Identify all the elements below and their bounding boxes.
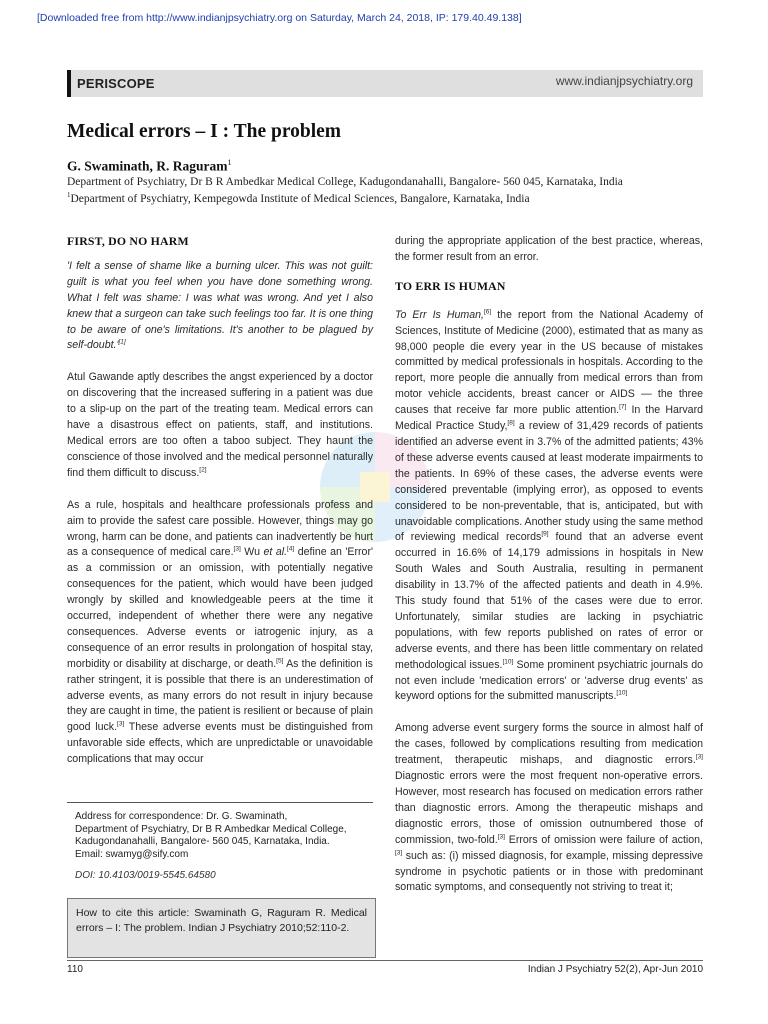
section-header-bar <box>67 70 703 97</box>
citation[interactable]: [6] <box>483 308 492 316</box>
citation[interactable]: [3] <box>233 545 241 553</box>
paragraph-text: As a rule, hospitals and healthcare professionals profess and aim to provide the safest care possible. However, things may go wrong, harm can be done, and patients can inadvertently be hurt as a consequence of medical care. <box>67 498 373 559</box>
section-heading-first-do-no-harm: FIRST, DO NO HARM <box>67 234 189 248</box>
quote-text: 'I felt a sense of shame like a burning ulcer. This was not guilt: guilt is what you feel when you have done something wrong. What I felt was shame: I was what was wrong. And yet I also knew that a surgeon can take such feelings too far. It is one thing to be aware of one's limitations. It's another to be plagued by self-doubt.' <box>67 259 373 352</box>
paragraph-text: Diagnostic errors were the most frequent non-operative errors. However, most research has focused on medication errors rather than diagnostic errors. Among the therapeutic mishaps and diagnostic errors, those of omission outnumbered those of commission, two-fold. <box>395 770 703 846</box>
paragraph-text: Errors of omission were failure of action, <box>504 833 703 846</box>
left-column <box>67 234 373 768</box>
paragraph-text: Among adverse event surgery forms the source in almost half of the cases, followed by complications resulting from medication treatment, therapeutic mishaps, and diagnostic errors. <box>395 722 703 767</box>
journal-citation: Indian J Psychiatry 52(2), Apr-Jun 2010 <box>527 964 703 975</box>
citation[interactable]: [4] <box>287 545 295 553</box>
download-notice: [Downloaded free from http://www.indianjpsychiatry.org on Saturday, March 24, 2018, IP: 179.40.49.138] <box>37 12 522 24</box>
section-label: PERISCOPE <box>77 76 155 91</box>
citation[interactable]: [8] <box>507 419 515 427</box>
paragraph-text: found that an adverse event occurred in 16.6% of 14,179 admissions in hospitals in New South Wales and South Australia, resulting in permanent disability in 13.7% of the affected patients and death in 4.9%. This study found that 51% of the cases were due to error. Unfortunately, similar studies are lacking in psychiatric populations, with few reports published on rates of error or adverse events, and there has been little commentary on related methodological issues. <box>395 531 703 671</box>
body-paragraph: during the appropriate application of the best practice, whereas, the former result from an error. <box>395 235 703 263</box>
section-heading-to-err-is-human: TO ERR IS HUMAN <box>395 278 506 293</box>
paragraph-text: such as: (i) missed diagnosis, for example, missing depressive syndrome in psychotic patients or in those with predominant somatic symptoms, and consequently not striving to treat it; <box>395 849 703 894</box>
body-paragraph <box>395 721 703 896</box>
section-marker <box>67 70 71 97</box>
correspondence-line: Kadugondanahalli, Bangalore- 560 045, Karnataka, India. <box>75 836 330 847</box>
affiliation-1: Department of Psychiatry, Dr B R Ambedkar Medical College, Kadugondanahalli, Bangalore- 560 045, Karnataka, India <box>67 176 623 188</box>
author-list <box>67 158 232 175</box>
paragraph-text: a review of 31,429 records of patients identified an adverse event in 3.7% of the admitted patients; 43% of these adverse events caused at least moderate impairments to the patients. In 69% of these cases, the adverse events were considered preventable (implying error), as opposed to events considered to be non-preventable, that is, anticipated, but with unavoidable complications. Another study using the same method of reviewing medical records <box>395 420 703 544</box>
body-paragraph <box>395 308 703 706</box>
article-title: Medical errors – I : The problem <box>67 121 342 142</box>
correspondence-line: Address for correspondence: Dr. G. Swaminath, <box>75 811 288 822</box>
author-affiliation-mark: 1 <box>227 158 232 167</box>
citation[interactable]: [5] <box>276 657 284 665</box>
footer-rule <box>67 960 703 961</box>
right-column <box>395 234 703 896</box>
affiliation-2-text: Department of Psychiatry, Kempegowda Institute of Medical Sciences, Bangalore, Karnataka, India <box>70 192 530 205</box>
citation[interactable]: [3] <box>695 753 703 761</box>
citation[interactable]: [9] <box>541 530 549 538</box>
authors-text: G. Swaminath, R. Raguram <box>67 158 228 174</box>
paragraph-text: Atul Gawande aptly describes the angst experienced by a doctor on discovering that the increased suffering in a patient was due to a slip-up on the part of the treating team. Medical errors can have a disastrous effect on patients, staff, and institutions. Medical errors are too often a taboo subject. They haunt the conscience of those involved and the medical personnel naturally find them difficult to discuss. <box>67 371 373 479</box>
doi[interactable]: DOI: 10.4103/0019-5545.64580 <box>75 870 216 881</box>
citation[interactable]: [7] <box>619 403 627 411</box>
paragraph-text: In the Harvard Medical Practice Study, <box>395 404 703 433</box>
correspondence-line: Department of Psychiatry, Dr B R Ambedkar Medical College, <box>75 823 347 835</box>
affiliation-2 <box>67 191 530 205</box>
paragraph-text: As the definition is rather stringent, it is possible that there is an underestimation of adverse events, as many errors do not result in injury because they are caught in time, the patient is resilient or because of plain good luck. <box>67 657 373 734</box>
citation[interactable]: [3] <box>117 720 125 728</box>
journal-url[interactable]: www.indianjpsychiatry.org <box>555 74 693 88</box>
et-al: et al. <box>263 546 288 559</box>
affiliation-2-mark: 1 <box>67 191 71 199</box>
citation[interactable]: [3] <box>395 849 403 857</box>
citation[interactable]: [3] <box>497 833 505 841</box>
page-number: 110 <box>67 964 83 975</box>
correspondence-box <box>67 802 373 861</box>
citation[interactable]: [10] <box>616 689 628 697</box>
citation[interactable]: [10] <box>502 658 514 666</box>
correspondence-email[interactable]: Email: swamyg@sify.com <box>75 848 189 860</box>
citation[interactable]: [1] <box>118 338 126 346</box>
paragraph-text: the report from the National Academy of Sciences, Institute of Medicine (2000), estimated that as many as 98,000 people die every year in the US because of mistakes committed by medical professionals in hospitals. According to the report, more people die annually from medical errors than from motor vehicle accidents, breast cancer or AIDS — the three causes that receive far more public attention. <box>395 308 703 417</box>
gawande-quote <box>67 259 373 354</box>
paragraph-text: Some prominent psychiatric journals do not even include 'medication errors' or 'adverse drug events' as keyword options for the submitted manuscripts. <box>395 658 703 703</box>
report-title: To Err Is Human, <box>395 308 484 321</box>
body-paragraph <box>67 370 373 481</box>
how-to-cite-box: How to cite this article: Swaminath G, Raguram R. Medical errors – I: The problem. Indian J Psychiatry 2010;52:110-2. <box>67 898 376 958</box>
paragraph-text: These adverse events must be distinguished from unfavorable side effects, which are unpredictable or unavoidable complications that may occur <box>67 721 373 766</box>
paragraph-text: define an 'Error' as a commission or an omission, with potentially negative consequences for the patient, which would have been judged wrongly by skilled and knowledgeable peers at the time it occurred, independent of whether there were any negative consequences. Adverse events or iatrogenic injury, as a consequence of an error results in prolongation of hospital stay, morbidity or disability at discharge, or death. <box>67 546 373 670</box>
paragraph-text: Wu <box>240 546 264 559</box>
body-paragraph <box>67 498 373 768</box>
citation[interactable]: [2] <box>199 466 207 474</box>
